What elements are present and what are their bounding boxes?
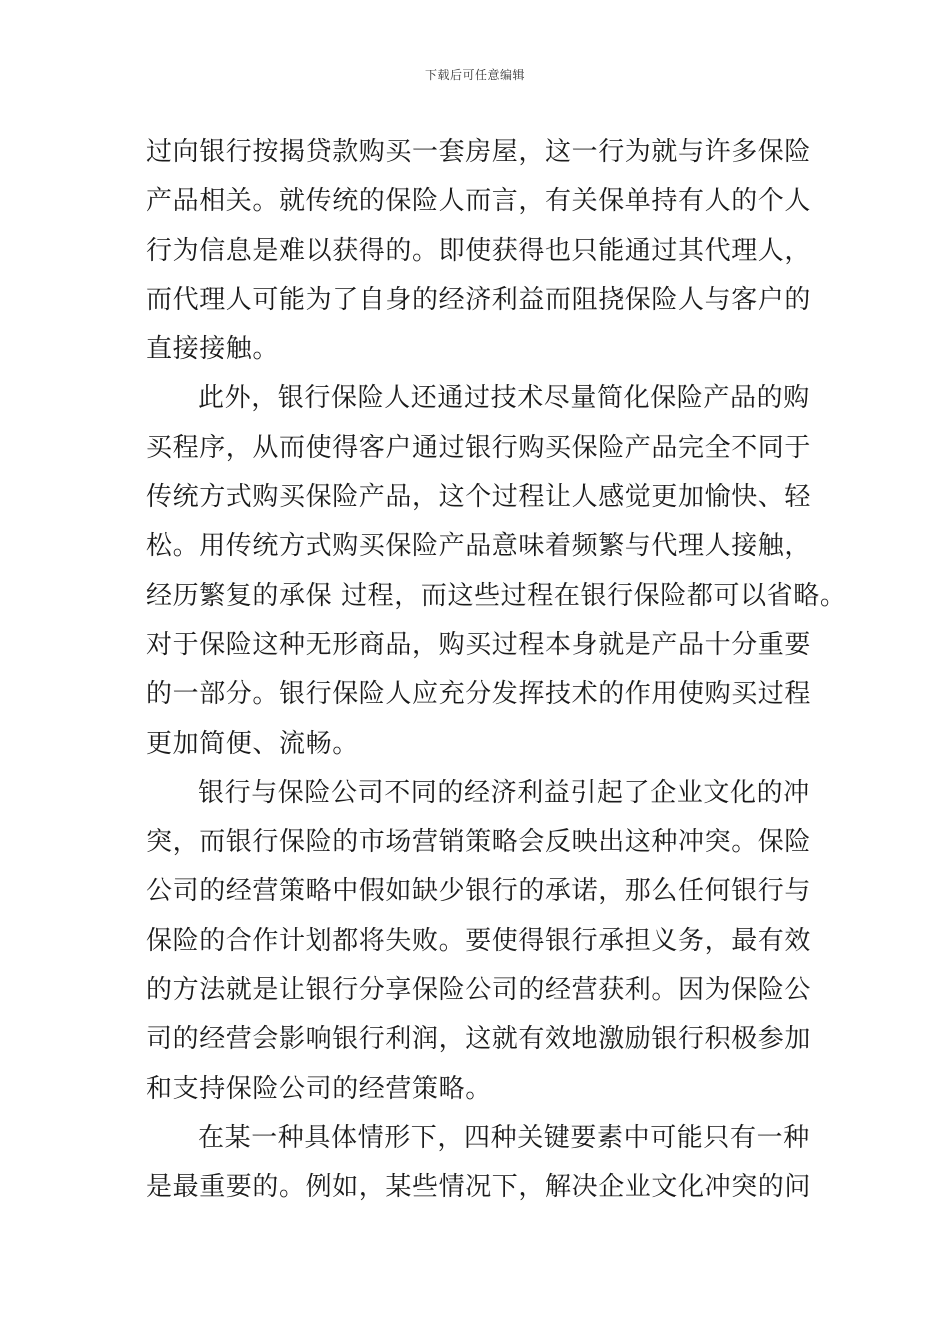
text-line: 行为信息是难以获得的。即使获得也只能通过其代理人， bbox=[146, 235, 812, 266]
paragraph-p2 bbox=[146, 374, 847, 768]
text-line: 经历繁复的承保 过程，而这些过程在银行保险都可以省略。 bbox=[146, 580, 847, 611]
paragraph-p3 bbox=[146, 769, 826, 1114]
text-line: 过向银行按揭贷款购买一套房屋，这一行为就与许多保险 bbox=[146, 137, 812, 167]
text-line: 的一部分。银行保险人应充分发挥技术的作用使购买过程 bbox=[146, 679, 812, 710]
text-line: 对于保险这种无形商品，购买过程本身就是产品十分重要 bbox=[146, 629, 812, 660]
text-line: 直接接触。 bbox=[146, 334, 280, 365]
text-line: 买程序，从而使得客户通过银行购买保险产品完全不同于 bbox=[146, 432, 812, 463]
header-note: 下载后可任意编辑 bbox=[424, 68, 525, 82]
text-line: 的方法就是让银行分享保险公司的经营获利。因为保险公 bbox=[146, 975, 812, 1006]
paragraph-p1 bbox=[146, 128, 826, 374]
text-line: 更加简便、流畅。 bbox=[146, 728, 359, 759]
text-line: 保险的合作计划都将失败。要使得银行承担义务，最有效 bbox=[146, 925, 812, 956]
text-line: 松。用传统方式购买保险产品意味着频繁与代理人接触， bbox=[146, 531, 812, 562]
text-line: 而代理人可能为了自身的经济利益而阻挠保险人与客户的 bbox=[146, 284, 812, 315]
paragraph-p4 bbox=[146, 1114, 826, 1213]
text-line: 银行与保险公司不同的经济利益引起了企业文化的冲 bbox=[198, 777, 810, 808]
text-line: 和支持保险公司的经营策略。 bbox=[146, 1073, 492, 1104]
text-line: 传统方式购买保险产品，这个过程让人感觉更加愉快、轻 bbox=[146, 482, 812, 513]
text-line: 是最重要的。例如，某些情况下，解决企业文化冲突的问 bbox=[146, 1172, 812, 1203]
text-line: 司的经营会影响银行利润，这就有效地激励银行积极参加 bbox=[146, 1024, 812, 1055]
text-line: 公司的经营策略中假如缺少银行的承诺，那么任何银行与 bbox=[146, 876, 812, 907]
text-line: 产品相关。就传统的保险人而言，有关保单持有人的个人 bbox=[146, 186, 812, 217]
text-line: 在某一种具体情形下，四种关键要素中可能只有一种 bbox=[198, 1122, 810, 1153]
text-line: 此外，银行保险人还通过技术尽量简化保险产品的购 bbox=[198, 383, 810, 414]
text-line: 突，而银行保险的市场营销策略会反映出这种冲突。保险 bbox=[146, 827, 812, 858]
document-body bbox=[146, 128, 847, 1213]
